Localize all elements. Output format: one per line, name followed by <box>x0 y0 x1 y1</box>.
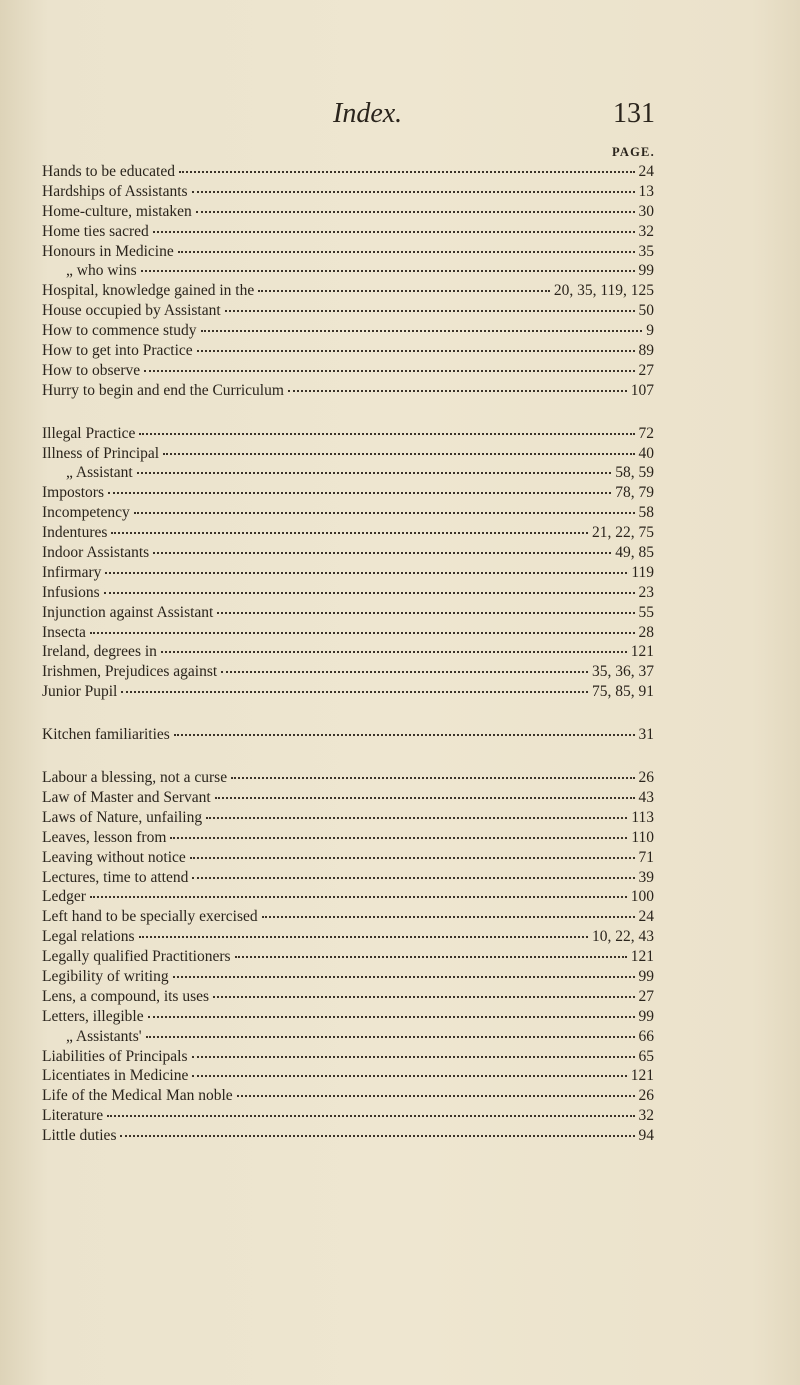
index-term: Leaves, lesson from <box>42 828 167 846</box>
index-pages: 20, 35, 119, 125 <box>553 282 654 300</box>
index-entry <box>42 424 654 444</box>
index-entry <box>42 543 654 563</box>
dot-leader <box>237 1095 635 1097</box>
index-pages: 78, 79 <box>615 484 654 502</box>
index-pages: 40 <box>638 444 654 462</box>
dot-leader <box>107 1115 634 1117</box>
index-pages: 43 <box>638 788 654 806</box>
index-term: Impostors <box>42 484 104 502</box>
index-term: How to commence study <box>42 322 197 340</box>
index-entry <box>42 222 654 242</box>
index-term: Laws of Nature, unfailing <box>42 808 203 826</box>
index-pages: 75, 85, 91 <box>592 683 654 701</box>
index-entry <box>42 808 654 828</box>
index-term: Injunction against Assistant <box>42 603 214 621</box>
index-pages: 27 <box>638 361 654 379</box>
dot-leader <box>90 632 635 634</box>
index-pages: 32 <box>638 1107 654 1125</box>
dot-leader <box>163 453 634 455</box>
dot-leader <box>179 171 635 173</box>
running-title: Index. <box>333 98 403 129</box>
index-entry <box>42 281 654 301</box>
index-term: Legally qualified Practitioners <box>42 948 231 966</box>
dot-leader <box>161 651 627 653</box>
index-term: How to observe <box>42 361 141 379</box>
dot-leader <box>148 1016 635 1018</box>
index-pages: 121 <box>630 1067 654 1085</box>
dot-leader <box>206 817 627 819</box>
dot-leader <box>173 976 635 978</box>
index-pages: 100 <box>630 888 654 906</box>
dot-leader <box>262 916 635 918</box>
dot-leader <box>170 837 627 839</box>
index-pages: 58, 59 <box>615 464 654 482</box>
index-entry <box>42 642 654 662</box>
index-term: Indoor Assistants <box>42 544 150 562</box>
index-term: Hardships of Assistants <box>42 182 188 200</box>
index-term: Illness of Principal <box>42 444 160 462</box>
index-entry <box>42 623 654 643</box>
page-column-label: PAGE. <box>612 145 655 159</box>
index-entry <box>42 583 654 603</box>
index-entry <box>42 242 654 262</box>
index-entry <box>42 1126 654 1146</box>
index-term: Indentures <box>42 524 108 542</box>
index-pages: 66 <box>638 1027 654 1045</box>
index-entry <box>42 947 654 967</box>
index-pages: 119 <box>631 563 654 581</box>
dot-leader <box>201 330 643 332</box>
index-term: Hands to be educated <box>42 163 175 180</box>
index-entry <box>42 361 654 381</box>
index-term: „ Assistant <box>66 464 133 482</box>
index-entry <box>42 1047 654 1067</box>
index-pages: 39 <box>638 868 654 886</box>
index-pages: 26 <box>638 1087 654 1105</box>
index-pages: 121 <box>630 948 654 966</box>
index-term: Home-culture, mistaken <box>42 202 192 220</box>
index-term: Life of the Medical Man noble <box>42 1087 233 1105</box>
index-pages: 9 <box>646 322 654 340</box>
dot-leader <box>153 231 635 233</box>
index-entry <box>42 828 654 848</box>
index-group-h <box>42 162 654 401</box>
index-pages: 65 <box>638 1047 654 1065</box>
index-term: How to get into Practice <box>42 342 193 360</box>
index-entry <box>42 503 654 523</box>
index-entry <box>42 1027 654 1047</box>
dot-leader <box>258 290 550 292</box>
index-pages: 26 <box>638 769 654 787</box>
dot-leader <box>104 592 635 594</box>
index-term: Insecta <box>42 623 86 641</box>
dot-leader <box>217 612 634 614</box>
dot-leader <box>213 996 634 998</box>
dot-leader <box>192 877 634 879</box>
index-term: Legibility of writing <box>42 967 169 985</box>
index-pages: 24 <box>638 908 654 926</box>
index-term: „ who wins <box>66 262 137 280</box>
index-group-i <box>42 424 654 702</box>
index-pages: 21, 22, 75 <box>592 524 654 542</box>
page-number: 131 <box>613 98 655 129</box>
dot-leader <box>225 310 635 312</box>
index-pages: 10, 22, 43 <box>592 928 654 946</box>
index-pages: 94 <box>638 1127 654 1145</box>
index-pages: 32 <box>638 222 654 240</box>
index-term: Hurry to begin and end the Curriculum <box>42 381 284 399</box>
index-entry <box>42 868 654 888</box>
index-pages: 99 <box>638 1007 654 1025</box>
page-header <box>0 98 800 138</box>
index-term: Legal relations <box>42 928 135 946</box>
index-pages: 58 <box>638 504 654 522</box>
index-entry <box>42 725 654 745</box>
index-term: Literature <box>42 1107 104 1125</box>
dot-leader <box>174 734 635 736</box>
index-entry <box>42 261 654 281</box>
index-term: Kitchen familiarities <box>42 726 170 744</box>
index-term: Labour a blessing, not a curse <box>42 769 228 787</box>
index-entry <box>42 603 654 623</box>
index-pages: 113 <box>631 808 654 826</box>
dot-leader <box>141 270 635 272</box>
index-pages: 49, 85 <box>615 544 654 562</box>
dot-leader <box>120 1135 634 1137</box>
index-pages: 55 <box>638 603 654 621</box>
index-entry <box>42 463 654 483</box>
index-entry <box>42 182 654 202</box>
index-entry <box>42 202 654 222</box>
index-pages: 50 <box>638 302 654 320</box>
index-entry <box>42 341 654 361</box>
index-pages: 107 <box>630 381 654 399</box>
dot-leader <box>134 512 635 514</box>
index-term: Home ties sacred <box>42 222 149 240</box>
index-pages: 72 <box>638 424 654 442</box>
index-entry <box>42 682 654 702</box>
index-entry <box>42 1007 654 1027</box>
index-term: Hospital, knowledge gained in the <box>42 282 255 300</box>
index-term: Infusions <box>42 583 100 601</box>
index-pages: 99 <box>638 262 654 280</box>
dot-leader <box>139 433 634 435</box>
index-entry <box>42 1086 654 1106</box>
dot-leader <box>144 370 634 372</box>
dot-leader <box>231 777 634 779</box>
index-group-k <box>42 725 654 745</box>
index-pages: 28 <box>638 623 654 641</box>
index-pages: 35, 36, 37 <box>592 663 654 681</box>
index-pages: 31 <box>638 726 654 744</box>
dot-leader <box>215 797 635 799</box>
index-term: Ledger <box>42 888 86 906</box>
index-term: Little duties <box>42 1127 117 1145</box>
index-list <box>42 162 654 1169</box>
index-entry <box>42 967 654 987</box>
index-pages: 89 <box>638 342 654 360</box>
dot-leader <box>139 936 588 938</box>
index-pages: 35 <box>638 242 654 260</box>
dot-leader <box>146 1036 635 1038</box>
dot-leader <box>121 691 588 693</box>
index-entry <box>42 848 654 868</box>
index-term: Infirmary <box>42 563 102 581</box>
dot-leader <box>192 191 635 193</box>
index-entry <box>42 444 654 464</box>
index-term: Incompetency <box>42 504 130 522</box>
index-pages: 121 <box>630 643 654 661</box>
index-pages: 23 <box>638 583 654 601</box>
index-pages: 24 <box>638 163 654 180</box>
dot-leader <box>288 390 627 392</box>
index-pages: 110 <box>631 828 654 846</box>
dot-leader <box>108 492 611 494</box>
index-pages: 71 <box>638 848 654 866</box>
index-term: Lens, a compound, its uses <box>42 987 210 1005</box>
index-term: „ Assistants' <box>66 1027 142 1045</box>
dot-leader <box>197 350 635 352</box>
index-pages: 30 <box>638 202 654 220</box>
index-entry <box>42 1066 654 1086</box>
index-term: Law of Master and Servant <box>42 788 211 806</box>
index-term: Licentiates in Medicine <box>42 1067 189 1085</box>
index-term: Honours in Medicine <box>42 242 174 260</box>
dot-leader <box>137 472 612 474</box>
dot-leader <box>178 251 635 253</box>
index-entry <box>42 523 654 543</box>
index-term: Junior Pupil <box>42 683 118 701</box>
index-pages: 27 <box>638 987 654 1005</box>
index-entry <box>42 563 654 583</box>
index-entry <box>42 301 654 321</box>
dot-leader <box>190 857 635 859</box>
index-entry <box>42 483 654 503</box>
index-entry <box>42 987 654 1007</box>
dot-leader <box>153 552 611 554</box>
index-entry <box>42 662 654 682</box>
index-entry <box>42 321 654 341</box>
index-term: Illegal Practice <box>42 424 136 442</box>
index-term: Leaving without notice <box>42 848 186 866</box>
index-pages: 99 <box>638 967 654 985</box>
dot-leader <box>192 1056 635 1058</box>
dot-leader <box>111 532 588 534</box>
index-entry <box>42 768 654 788</box>
dot-leader <box>90 896 627 898</box>
dot-leader <box>221 671 588 673</box>
index-term: Letters, illegible <box>42 1007 144 1025</box>
index-term: Lectures, time to attend <box>42 868 189 886</box>
index-term: House occupied by Assistant <box>42 302 221 320</box>
index-entry <box>42 162 654 182</box>
index-entry <box>42 927 654 947</box>
index-term: Liabilities of Principals <box>42 1047 188 1065</box>
index-term: Ireland, degrees in <box>42 643 157 661</box>
dot-leader <box>235 956 627 958</box>
index-group-l <box>42 768 654 1146</box>
dot-leader <box>105 572 627 574</box>
index-entry <box>42 887 654 907</box>
index-term: Irishmen, Prejudices against <box>42 663 218 681</box>
index-entry <box>42 381 654 401</box>
dot-leader <box>196 211 635 213</box>
index-term: Left hand to be specially exercised <box>42 908 258 926</box>
index-entry <box>42 1106 654 1126</box>
index-entry <box>42 907 654 927</box>
index-pages: 13 <box>638 182 654 200</box>
dot-leader <box>192 1075 626 1077</box>
index-entry <box>42 788 654 808</box>
